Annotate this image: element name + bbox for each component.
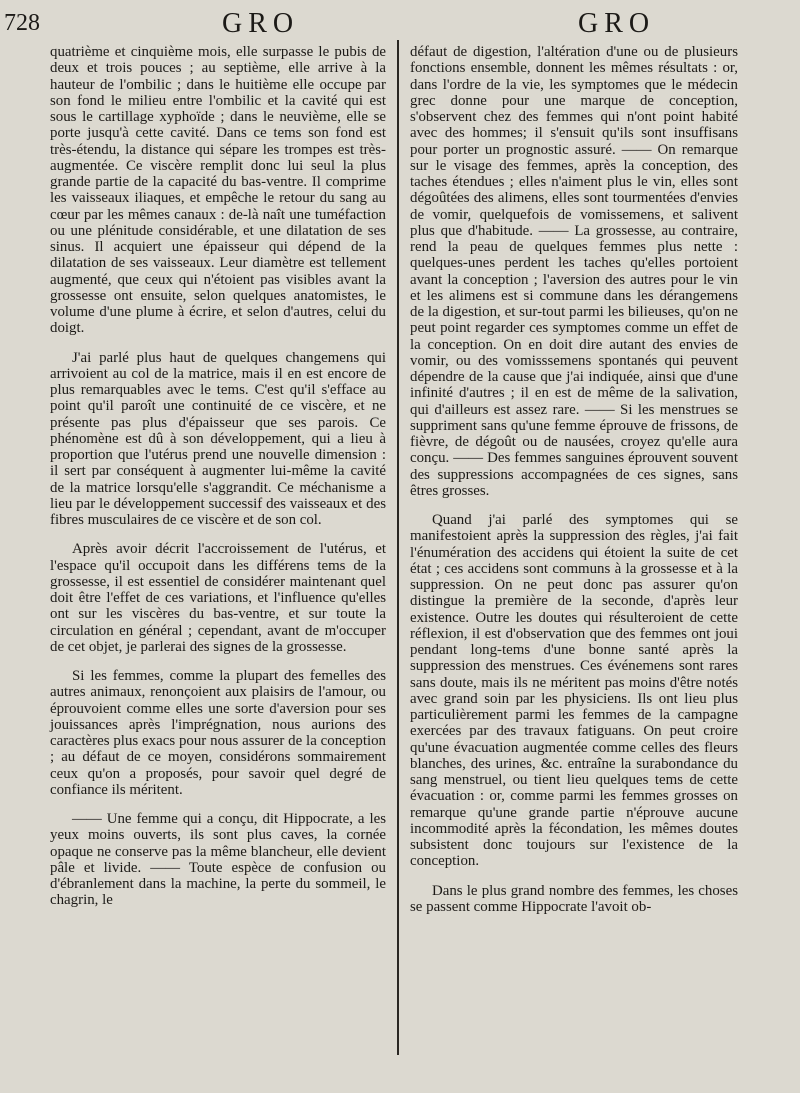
right-paragraph-1: défaut de digestion, l'altération d'une ou de plusieurs fonctions ensemble, donnent les mêmes résultats : or, dans l'ordre de la vie, les symptomes que le médecin grec donne pour une marque de conception, s'observent chez des femmes qui n'ont point habité avec des hommes; il s'ensuit qu'ils sont insuffisans pour porter un prognostic assuré. —— On remarque sur le visage des femmes, après la conception, des taches étendues ; elles n'aiment plus le vin, elles sont dégoûtées des alimens, elles sont tourmentées d'envies de vomir, quelquefois de vomissemens, et salivent plus que d'habitude. —— La grossesse, au contraire, rend la peau de quelques femmes plus nette : quelques-unes perdent les taches qu'elles portoient avant la conception ; l'aversion des autres pour le vin et les alimens est si commune dans les dérangemens de la digestion, et sur-tout parmi les bilieuses, qu'on ne peut point regarder ces symptomes comme un effet de la conception. On en doit dire autant des envies de vomir, ou des vomisssemens spontanés qui peuvent dépendre de la cause que j'ai indiquée, ainsi que d'une infinité d'autres ; il en est de même de la salivation, qui d'ailleurs est assez rare. —— Si les menstrues se suppriment sans qu'une femme éprouve de frissons, de fièvre, de dégoût ou de nausées, croyez qu'elle aura conçu. —— Des femmes sanguines éprouvent souvent des suppressions accompagnées de ces signes, sans êtres grosses. <box>410 44 738 499</box>
left-column <box>50 44 386 909</box>
left-paragraph-4: Si les femmes, comme la plupart des femelles des autres animaux, renonçoient aux plaisirs de l'amour, ou éprouvoient comme elles une sorte d'aversion pour ses jouissances après l'imprégnation, nous aurions des caractères plus exacs pour nous assurer de la conception ; au défaut de ce moyen, considérons sommairement ceux qu'on a proposés, pour savoir quel degré de confiance ils méritent. <box>50 668 386 798</box>
left-paragraph-2: J'ai parlé plus haut de quelques changemens qui arrivoient au col de la matrice, mais il en est encore de plus remarquables avec le tems. C'est qu'il s'efface au point qu'il paroît une continuité de ce viscère, et ne présente pas plus d'épaisseur que ses parois. Ce phénomène est dû à son développement, qui a lieu à proportion que l'utérus prend une nouvelle dimension : il sert par conséquent à augmenter lui-même la cavité de la matrice lorsqu'elle s'aggrandit. Ce méchanisme a lieu par le développement successif des vaisseaux et des fibres musculaires de ce viscère et de son col. <box>50 349 386 528</box>
column-divider <box>397 40 399 1055</box>
running-head-left: GRO <box>222 8 300 39</box>
right-paragraph-3: Dans le plus grand nombre des femmes, les choses se passent comme Hippocrate l'avoit ob- <box>410 882 738 915</box>
right-paragraph-2: Quand j'ai parlé des symptomes qui se manifestoient après la suppression des règles, j'ai fait l'énumération des accidens qui étoient la suite de cet état ; ces accidens sont communs à la grossesse et à la suppression. On ne peut donc pas assurer qu'on distingue la première de la seconde, d'après leur existence. Outre les doutes qui résulteroient de cette réflexion, il est d'observation que des femmes ont joui pendant long-tems d'une bonne santé après la suppression des menstrues. Ces événemens sont rares sans doute, mais ils ne méritent pas moins d'être notés avec grand soin par les physiciens. Ils ont lieu plus particulièrement parmi les femmes de la campagne exercées par des travaux fatiguans. On peut croire qu'une évacuation augmentée comme celles des fleurs blanches, des urines, &c. entraîne la surabondance du sang menstruel, ou tient lieu quelques tems de cette évacuation : or, comme parmi les femmes grosses on remarque qu'une grande partie n'éprouve aucune incommodité après la fécondation, les mêmes doutes subsistent donc toujours sur l'existence de la conception. <box>410 512 738 870</box>
left-paragraph-5: —— Une femme qui a conçu, dit Hippocrate, a les yeux moins ouverts, ils sont plus caves, la cornée opaque ne conserve pas la même blancheur, elle devient pâle et livide. —— Toute espèce de confusion ou d'ébranlement dans la machine, la perte du sommeil, le chagrin, le <box>50 811 386 909</box>
page-number: 728 <box>4 10 40 36</box>
left-paragraph-3: Après avoir décrit l'accroissement de l'utérus, et l'espace qu'il occupoit dans les différens tems de la grossesse, il est essentiel de considérer maintenant quel doit être l'effet de ces variations, et l'influence qu'elles ont sur les viscères du bas-ventre, et sur toute la circulation en général ; cependant, avant de m'occuper de cet objet, je parlerai des signes de la grossesse. <box>50 541 386 655</box>
left-paragraph-1: quatrième et cinquième mois, elle surpasse le pubis de deux et trois pouces ; au septième, elle arrive à la hauteur de l'ombilic ; dans le huitième elle occupe par son fond le milieu entre l'ombilic et la cavité qui est sous le cartillage xyphoïde ; dans le neuvième, elle se porte jusqu'à cette cavité. Dans ce tems son fond est très-étendu, la distance qui sépare les trompes est très-augmentée. Ce viscère remplit donc lui seul la plus grande partie de la capacité du bas-ventre. Il comprime les vaisseaux iliaques, et empêche le retour du sang au cœur par les mêmes canaux : de-là naît une tuméfaction ou une plénitude considérable, et une dilatation de ses sinus. Il acquiert une épaisseur qui dépend de la dilatation de ses vaisseaux. Leur diamètre est tellement augmenté, que ceux qui n'étoient pas visibles avant la grossesse ont ensuite, selon quelques anatomistes, le volume d'une plume à écrire, et selon d'autres, celui du doigt. <box>50 44 386 337</box>
right-column <box>410 44 738 915</box>
page-header <box>0 6 800 42</box>
running-head-right: GRO <box>578 8 656 39</box>
